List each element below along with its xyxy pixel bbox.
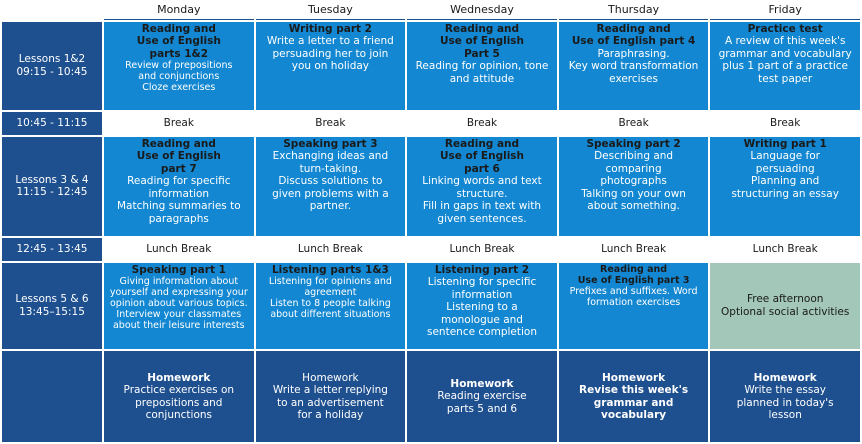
lesson-title: Reading and: [141, 22, 216, 35]
header-corner: [2, 2, 102, 20]
lunch-cell-friday: Lunch Break: [710, 238, 860, 261]
homework-description: Write a letter replying: [272, 384, 388, 397]
lesson-description: persuading her to join: [272, 47, 389, 60]
homework-description: for a holiday: [297, 409, 364, 422]
lesson-description: structuring an essay: [731, 187, 839, 200]
lesson-description: Key word transformation: [568, 60, 699, 73]
lesson-description: Listening to a: [446, 301, 518, 314]
lesson-description: information: [451, 288, 513, 301]
lesson-title: Practice test: [747, 22, 823, 35]
lesson-description: Listening for opinions and: [268, 276, 392, 288]
homework-description: Reading exercise: [437, 390, 527, 403]
lesson-cell-thursday: [559, 137, 709, 236]
lesson-cell-monday: [104, 22, 254, 111]
lesson-description: Prefixes and suffixes. Word: [569, 285, 698, 297]
lesson-title: Listening parts 1&3: [271, 263, 389, 276]
row-lunch-break: [2, 238, 860, 261]
row-homework: [2, 351, 860, 442]
lesson-description: opinion about various topics.: [109, 298, 248, 310]
time-cell: [2, 238, 102, 261]
lesson-description: yourself and expressing your: [109, 287, 248, 299]
homework-description: lesson: [768, 409, 802, 422]
lesson-description: given problems with a: [272, 187, 389, 200]
time-cell: [2, 263, 102, 350]
lesson-title: Reading and: [141, 137, 216, 150]
lesson-description: about different situations: [270, 309, 391, 321]
break-cell-tuesday: Break: [256, 112, 406, 135]
lesson-description: information: [148, 187, 210, 200]
lesson-description: Fill in gaps in text with: [422, 200, 542, 213]
lesson-title: Use of English: [136, 150, 221, 163]
lesson-cell-thursday: [559, 263, 709, 350]
lesson-description: Reading for opinion, tone: [415, 60, 549, 73]
lesson-description: structure.: [456, 187, 508, 200]
lesson-description: test paper: [758, 72, 813, 85]
homework-cell-friday: [710, 351, 860, 442]
lesson-description: Exchanging ideas and: [272, 150, 389, 163]
lesson-description: Reading for specific: [127, 175, 231, 188]
lesson-description: agreement: [304, 287, 357, 299]
day-header-monday: Monday: [104, 2, 254, 20]
row-lessons-1-2: [2, 22, 860, 111]
time-range: 11:15 - 12:45: [16, 186, 88, 199]
lesson-description: exercises: [609, 72, 658, 85]
lesson-description: paragraphs: [148, 212, 209, 225]
lesson-description: and attitude: [449, 72, 515, 85]
homework-title: Homework: [602, 371, 666, 384]
day-header-wednesday: Wednesday: [407, 2, 557, 20]
lesson-description: Matching summaries to: [116, 200, 241, 213]
lesson-cell-friday: [710, 22, 860, 111]
homework-cell-monday: [104, 351, 254, 442]
lesson-title: Use of English: [136, 35, 221, 48]
lesson-description: about their leisure interests: [112, 320, 245, 332]
lesson-title: Use of English: [439, 150, 525, 163]
lesson-description: grammar and vocabulary: [718, 47, 852, 60]
time-cell: [2, 112, 102, 135]
lesson-cell-wednesday: [407, 263, 557, 350]
homework-description: vocabulary: [601, 409, 667, 422]
lesson-title: Use of English: [439, 35, 525, 48]
homework-description: planned in today's: [736, 396, 834, 409]
time-label: Lessons 1&2: [18, 53, 86, 66]
lesson-description: monologue and: [441, 313, 523, 326]
lesson-description: Giving information about: [119, 276, 239, 288]
homework-description: conjunctions: [145, 409, 213, 422]
homework-description: Practice exercises on: [123, 384, 235, 397]
break-cell-monday: Break: [104, 112, 254, 135]
lesson-cell-friday: [710, 137, 860, 236]
time-cell: [2, 22, 102, 111]
time-range: 09:15 - 10:45: [16, 65, 88, 78]
lesson-description: Listen to 8 people talking: [270, 298, 391, 310]
header-row: [2, 2, 860, 20]
homework-cell-thursday: [559, 351, 709, 442]
homework-cell-wednesday: [407, 351, 557, 442]
lunch-cell-thursday: Lunch Break: [559, 238, 709, 261]
lesson-description: Discuss solutions to: [278, 175, 383, 188]
lesson-cell-tuesday: [256, 137, 406, 236]
lesson-description: Paraphrasing.: [597, 47, 670, 60]
lunch-cell-monday: Lunch Break: [104, 238, 254, 261]
free-afternoon-label: Free afternoon: [746, 293, 824, 306]
lesson-title: part 7: [160, 162, 197, 175]
lesson-cell-tuesday: [256, 263, 406, 350]
homework-description: to an advertisement: [276, 396, 384, 409]
lesson-title: Speaking part 3: [283, 137, 378, 150]
break-cell-thursday: Break: [559, 112, 709, 135]
homework-title: Homework: [302, 371, 359, 384]
lesson-title: Part 5: [464, 47, 500, 60]
free-afternoon-cell-friday: [710, 263, 860, 350]
lesson-description: and conjunctions: [138, 71, 220, 83]
lesson-description: partner.: [309, 200, 352, 213]
homework-description: prepositions and: [135, 396, 223, 409]
homework-title: Homework: [450, 377, 514, 390]
time-range: 13:45–15:15: [19, 305, 85, 318]
lesson-description: Interview your classmates: [116, 309, 242, 321]
lesson-description: about something.: [587, 200, 680, 213]
time-label: Lessons 5 & 6: [15, 293, 89, 306]
lesson-description: Planning and: [751, 175, 820, 188]
lesson-description: plus 1 part of a practice: [722, 60, 848, 73]
homework-description: parts 5 and 6: [446, 402, 518, 415]
lesson-cell-monday: [104, 137, 254, 236]
time-range: 12:45 - 13:45: [16, 243, 88, 255]
lesson-cell-tuesday: [256, 22, 406, 111]
day-header-thursday: Thursday: [559, 2, 709, 20]
lesson-title: part 6: [464, 162, 500, 175]
lesson-description: Write a letter to a friend: [266, 35, 394, 48]
lesson-description: Cloze exercises: [142, 82, 216, 94]
lesson-description: formation exercises: [586, 296, 681, 308]
break-cell-friday: Break: [710, 112, 860, 135]
row-lessons-3-4: [2, 137, 860, 236]
time-label: Lessons 3 & 4: [15, 173, 89, 186]
lesson-description: photographs: [600, 175, 667, 188]
lesson-title: Writing part 1: [743, 137, 827, 150]
lesson-description: Review of prepositions: [125, 60, 233, 72]
lunch-cell-wednesday: Lunch Break: [407, 238, 557, 261]
day-header-friday: Friday: [710, 2, 860, 20]
lesson-title: Listening part 2: [434, 263, 530, 276]
lesson-cell-thursday: [559, 22, 709, 111]
lesson-cell-wednesday: [407, 137, 557, 236]
day-header-tuesday: Tuesday: [256, 2, 406, 20]
lunch-cell-tuesday: Lunch Break: [256, 238, 406, 261]
social-activities-label: Optional social activities: [721, 305, 850, 318]
homework-description: Revise this week's: [579, 384, 689, 397]
break-cell-wednesday: Break: [407, 112, 557, 135]
lesson-description: sentence completion: [427, 326, 537, 339]
lesson-cell-monday: [104, 263, 254, 350]
homework-cell-tuesday: [256, 351, 406, 442]
lesson-title: Reading and: [600, 263, 668, 275]
lesson-cell-wednesday: [407, 22, 557, 111]
lesson-description: A review of this week's: [724, 35, 846, 48]
lesson-description: Linking words and text: [422, 175, 542, 188]
time-cell: [2, 137, 102, 236]
lesson-description: comparing: [605, 162, 662, 175]
lesson-title: Reading and: [444, 22, 520, 35]
lesson-description: Talking on your own: [581, 187, 686, 200]
row-break: [2, 112, 860, 135]
homework-description: Write the essay: [744, 384, 827, 397]
homework-time-cell: [2, 351, 102, 442]
lesson-description: given sentences.: [437, 212, 527, 225]
lesson-title: Speaking part 2: [586, 137, 681, 150]
time-range: 10:45 - 11:15: [16, 117, 88, 130]
lesson-description: Listening for specific: [427, 276, 537, 289]
lesson-title: Reading and: [444, 137, 520, 150]
lesson-description: persuading: [755, 162, 815, 175]
homework-title: Homework: [147, 371, 211, 384]
homework-title: Homework: [753, 371, 817, 384]
lesson-title: Use of English part 4: [571, 35, 696, 48]
lesson-title: Speaking part 1: [131, 263, 226, 276]
lesson-title: parts 1&2: [149, 47, 209, 60]
homework-description: grammar and: [593, 396, 674, 409]
lesson-title: Use of English part 3: [577, 274, 690, 286]
lesson-description: turn-taking.: [299, 162, 362, 175]
lesson-title: Reading and: [596, 22, 671, 35]
lesson-description: you on holiday: [291, 60, 370, 73]
lesson-description: Language for: [750, 150, 820, 163]
lesson-title: Writing part 2: [288, 22, 372, 35]
lesson-description: Describing and: [594, 150, 674, 163]
row-lessons-5-6: [2, 263, 860, 350]
